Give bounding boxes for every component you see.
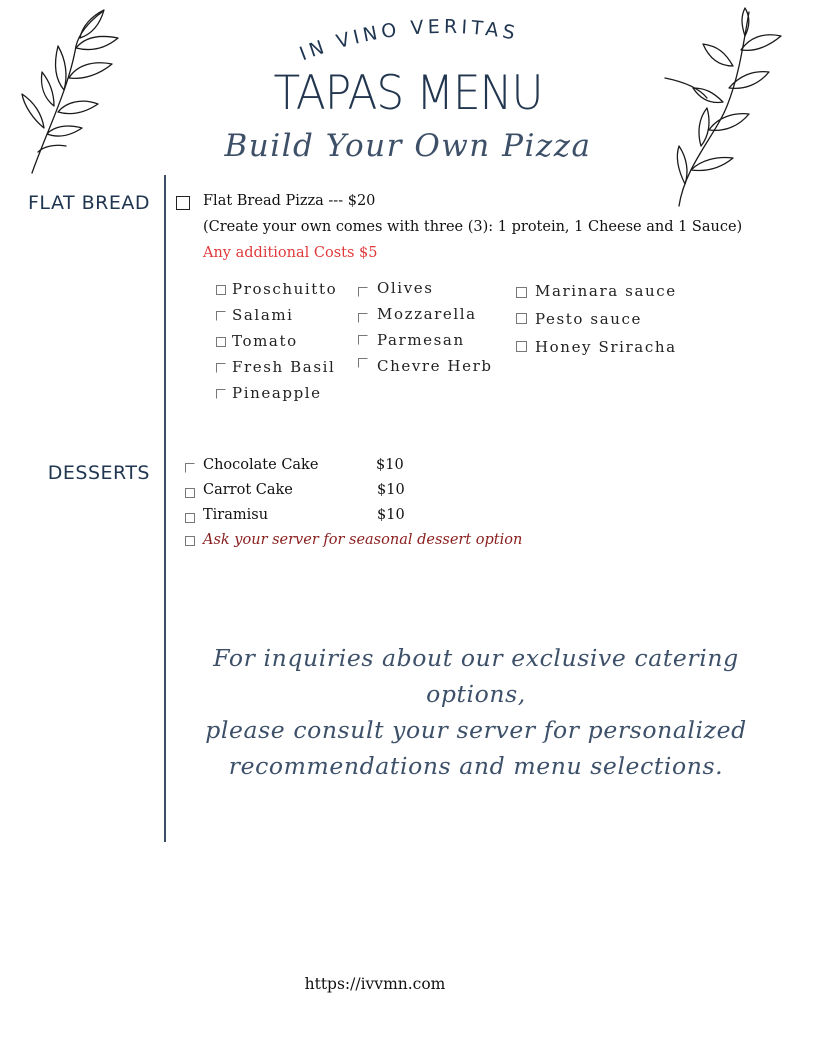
sauce-option: Marinara sauce [535,282,677,300]
cheese-option: Chevre Herb [377,357,493,375]
protein-option: Tomato [232,332,298,350]
page-subtitle: Build Your Own Pizza [224,128,592,164]
inquiry-line: please consult your server for personalized [205,716,747,744]
additional-cost-note: Any additional Costs $5 [203,245,378,261]
cheese-option: Olives [377,279,434,297]
sauce-checkbox-icon[interactable] [516,313,527,324]
dessert-checkbox-icon[interactable] [185,513,195,523]
cheese-checkbox-icon[interactable] [358,287,368,297]
protein-checkbox-icon[interactable] [216,363,226,373]
protein-option: Pineapple [232,384,322,402]
cheese-checkbox-icon[interactable] [358,313,368,323]
protein-option: Fresh Basil [232,358,336,376]
cheese-option: Mozzarella [377,305,477,323]
dessert-price: $10 [377,507,405,523]
flat-bread-item: Flat Bread Pizza --- $20 [203,193,376,209]
tagline-text: IN VINO VERITAS [296,15,521,66]
section-label-flat-bread: FLAT BREAD [28,192,150,214]
protein-checkbox-icon[interactable] [216,285,226,295]
dessert-checkbox-icon[interactable] [185,536,195,546]
cheese-option: Parmesan [377,331,465,349]
inquiry-line: For inquiries about our exclusive catering options, [213,644,739,708]
protein-checkbox-icon[interactable] [216,311,226,321]
protein-checkbox-icon[interactable] [216,337,226,347]
dessert-name: Carrot Cake [203,482,293,498]
dessert-checkbox-icon[interactable] [185,488,195,498]
page-title: TAPAS MENU [273,66,543,121]
cheese-checkbox-icon[interactable] [358,358,368,368]
seasonal-dessert-note: Ask your server for seasonal dessert option [203,532,523,548]
inquiry-line: recommendations and menu selections. [228,752,724,780]
dessert-name: Tiramisu [203,507,269,523]
sauce-checkbox-icon[interactable] [516,341,527,352]
cheese-checkbox-icon[interactable] [358,335,368,345]
dessert-price: $10 [376,457,404,473]
sauce-option: Pesto sauce [535,310,642,328]
section-label-desserts: DESSERTS [47,462,150,484]
catering-inquiry [170,640,782,784]
vertical-divider [164,175,166,842]
protein-option: Proschuitto [232,280,338,298]
dessert-price: $10 [377,482,405,498]
sauce-option: Honey Sriracha [535,338,677,356]
dessert-checkbox-icon[interactable] [185,463,195,473]
sauce-checkbox-icon[interactable] [516,287,527,298]
flat-bread-checkbox-icon[interactable] [176,196,190,210]
protein-checkbox-icon[interactable] [216,389,226,399]
dessert-name: Chocolate Cake [203,457,319,473]
protein-option: Salami [232,306,294,324]
footer-url-link[interactable]: https://ivvmn.com [304,975,446,993]
flat-bread-description: (Create your own comes with three (3): 1 protein, 1 Cheese and 1 Sauce) [203,219,743,235]
